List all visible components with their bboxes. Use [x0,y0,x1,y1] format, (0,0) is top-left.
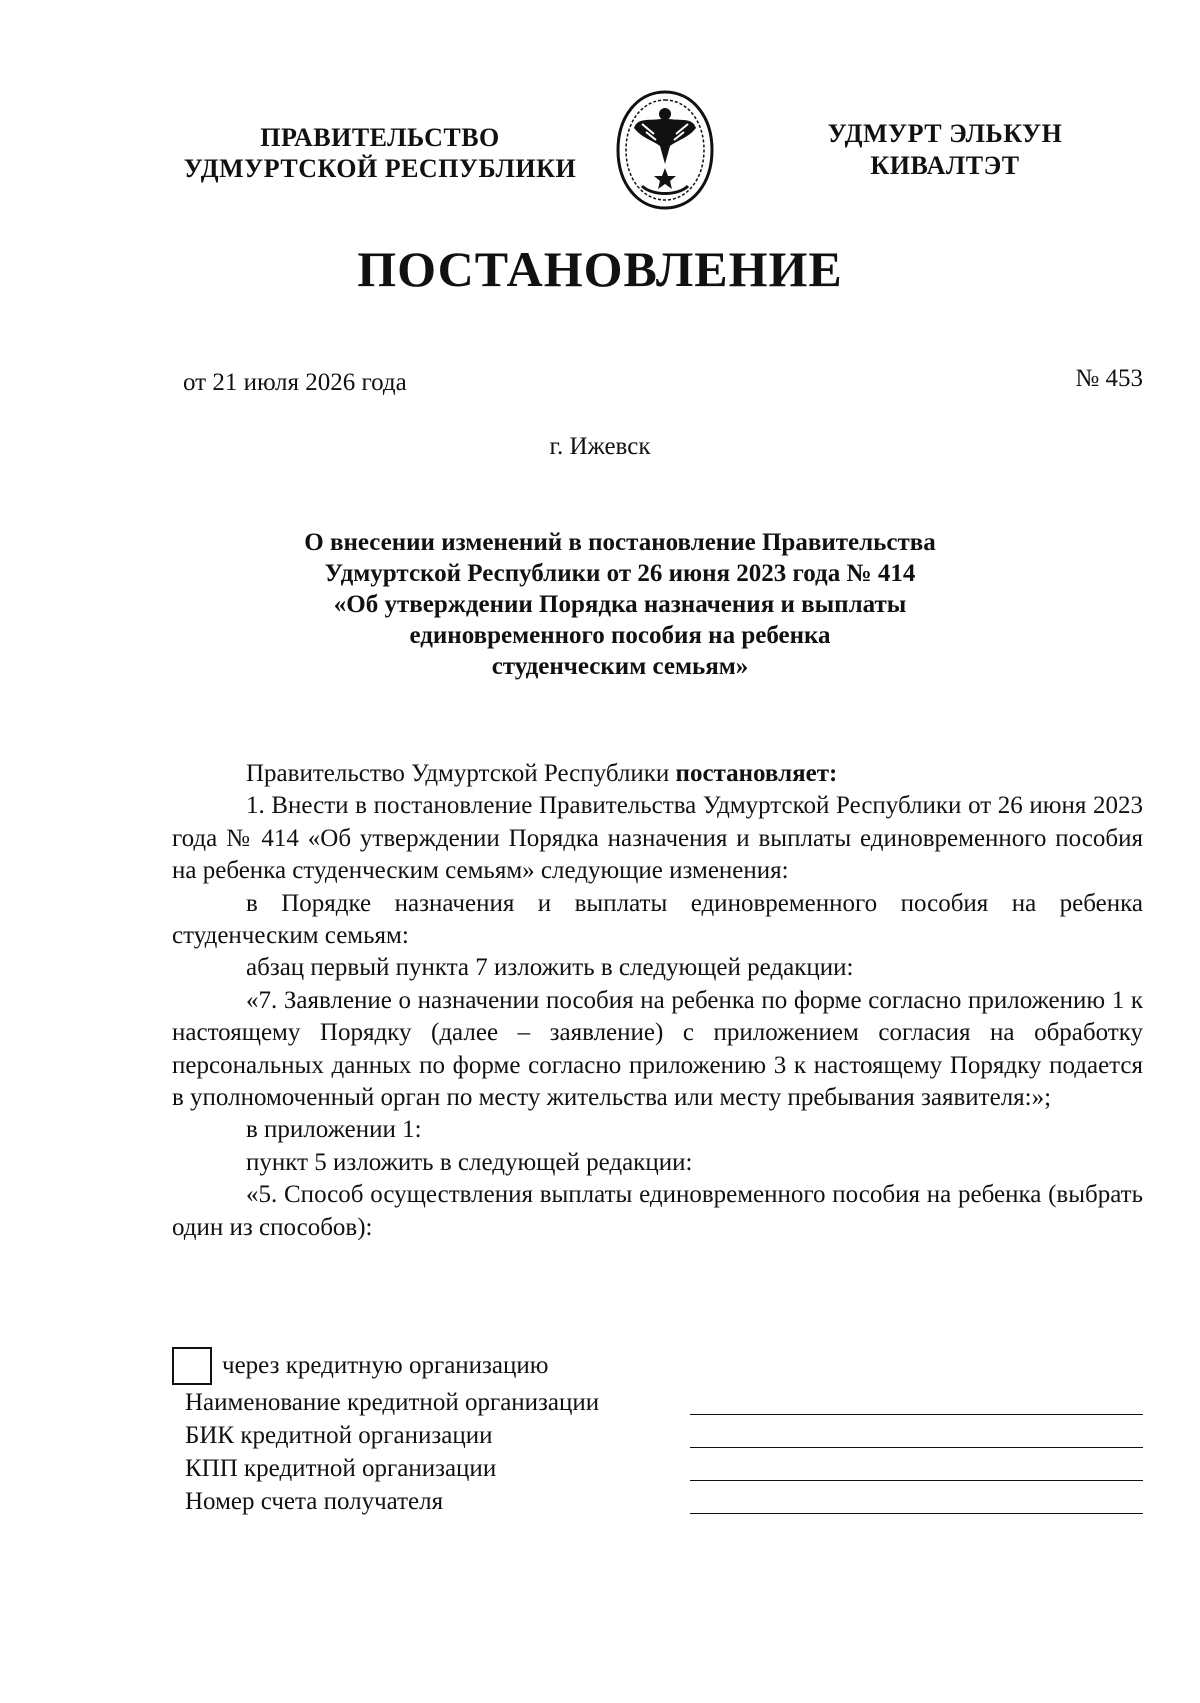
paragraph-2: в Порядке назначения и выплаты единовременного пособия на ребенка студенческим семьям: [172,889,1143,950]
title-line3: «Об утверждении Порядка назначения и выплаты [333,591,907,618]
intro-paragraph [172,758,1143,790]
paragraph-1: 1. Внести в постановление Правительства Удмуртской Республики от 26 июня 2023 года № 414 «Об утверждении Порядка назначения и выплаты единовременного пособия на ребенка студенческим семьям» следующие изменения: [172,792,1143,885]
bank-name-label: Наименование кредитной организации [185,1389,600,1416]
document-city: г. Ижевск [549,433,651,460]
document-title [220,527,1020,682]
bank-kpp-label: КПП кредитной организации [185,1455,497,1482]
document-body [172,758,1143,1244]
bank-name-line[interactable] [690,1414,1143,1415]
header-left-line1: ПРАВИТЕЛЬСТВО [260,123,500,152]
paragraph-7: «5. Способ осуществления выплаты единовременного пособия на ребенка (выбрать один из способов): [172,1181,1143,1241]
document-type-heading: ПОСТАНОВЛЕНИЕ [357,241,843,297]
bank-payment-section [172,1346,1143,1518]
header-right-line2: КИВАЛТЭТ [870,151,1020,180]
bank-bik-label: БИК кредитной организации [185,1422,493,1449]
header-government-udm [800,118,1090,182]
intro-text: Правительство Удмуртской Республики [246,760,676,787]
bank-name-field [172,1386,1143,1419]
intro-verb: постановляет: [675,760,838,787]
bank-bik-field [172,1419,1143,1452]
bank-option-label: через кредитную организацию [222,1352,549,1379]
title-line1: О внесении изменений в постановление Правительства [304,529,936,556]
paragraph-5: в приложении 1: [246,1116,422,1144]
title-line2: Удмуртской Республики от 26 июня 2023 года № 414 [324,560,916,587]
account-number-field [172,1485,1143,1518]
document-number: № 453 [1075,365,1143,392]
bank-bik-line[interactable] [690,1447,1143,1448]
bank-option-checkbox[interactable] [172,1347,212,1385]
header-left-line2: УДМУРТСКОЙ РЕСПУБЛИКИ [183,154,577,183]
paragraph-3: абзац первый пункта 7 изложить в следующей редакции: [246,954,854,982]
account-number-line[interactable] [690,1513,1143,1514]
coat-of-arms-icon [612,88,718,212]
bank-kpp-field [172,1452,1143,1485]
paragraph-6: пункт 5 изложить в следующей редакции: [246,1148,693,1176]
document-date: от 21 июля 2026 года [183,369,407,396]
header-government-ru [170,122,590,184]
account-number-label: Номер счета получателя [185,1488,444,1515]
title-line5: студенческим семьям» [491,653,749,680]
bank-option-row [172,1346,1143,1386]
title-line4: единовременного пособия на ребенка [409,622,831,649]
bank-kpp-line[interactable] [690,1480,1143,1481]
header-right-line1: УДМУРТ ЭЛЬКУН [827,119,1063,148]
paragraph-4: «7. Заявление о назначении пособия на ребенка по форме согласно приложению 1 к настоящему Порядку (далее – заявление) с приложением согласия на обработку персональных данных по форме согласно приложению 3 к настоящему Порядку подается в уполномоченный орган по месту жительства или месту пребывания заявителя:»; [172,986,1143,1112]
